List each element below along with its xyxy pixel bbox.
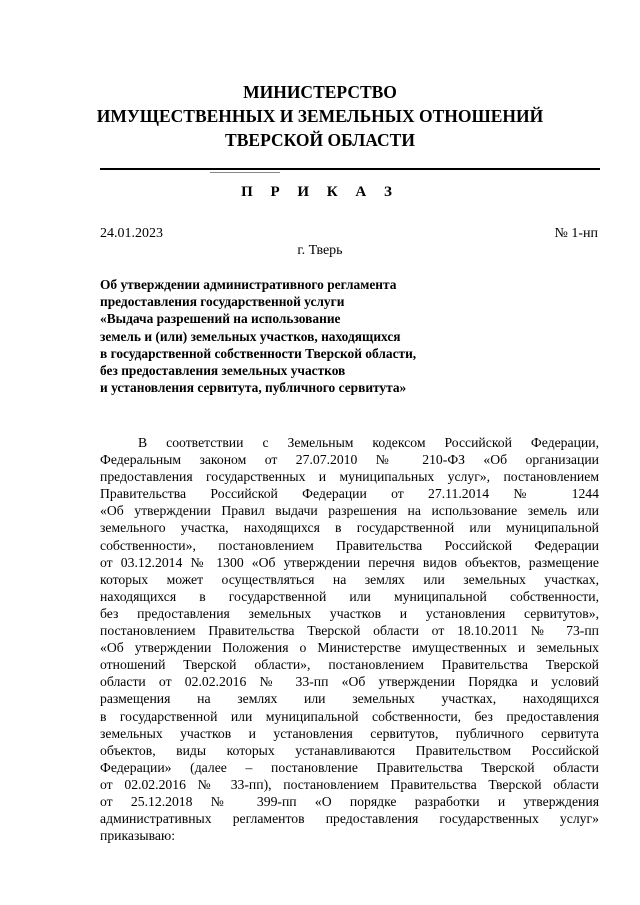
document-date: 24.01.2023 [100, 226, 163, 241]
body-line: приказываю: [100, 828, 176, 844]
body-line: размещения на землях или земельных участках, находящихся [100, 691, 599, 707]
document-body [100, 434, 599, 844]
body-line: объектов, виды которых устанавливаются Правительством Российской [100, 742, 599, 758]
body-line: «Об утверждении Правил выдачи разрешения на использование земель или [100, 503, 599, 519]
body-line: постановлением Правительства Тверской области от 18.10.2011 № 73-пп [100, 623, 599, 639]
ministry-header [0, 80, 640, 152]
body-line: административных регламентов предоставления государственных услуг» [100, 811, 599, 827]
body-line: земельных участков и установления сервитутов, публичного сервитута [100, 725, 599, 741]
body-line: собственности», постановлением Правительства Российской Федерации [100, 537, 599, 553]
document-number: № 1-нп [554, 226, 598, 241]
title-line: в государственной собственности Тверской области, [100, 345, 417, 361]
title-line: «Выдача разрешений на использование [100, 311, 341, 327]
document-city: г. Тверь [297, 243, 343, 258]
title-line: предоставления государственной услуги [100, 294, 345, 310]
title-line: Об утверждении административного регламента [100, 277, 397, 292]
document-title [100, 276, 520, 396]
body-line: в государственной или муниципальной собственности, без предоставления [100, 708, 599, 724]
body-line: которых может осуществляться на землях или земельных участках, [100, 571, 599, 587]
title-line: и установления сервитута, публичного сервитута» [100, 380, 407, 396]
body-line: Федеральным законом от 27.07.2010 № 210-ФЗ «Об организации [100, 452, 599, 468]
body-line: «Об утверждении Положения о Министерстве имущественных и земельных [100, 640, 599, 656]
header-line-3: ТВЕРСКОЙ ОБЛАСТИ [225, 130, 415, 150]
title-line: земель и (или) земельных участков, находящихся [100, 328, 401, 344]
body-line: от 03.12.2014 № 1300 «Об утверждении перечня видов объектов, размещение [100, 554, 599, 570]
body-line: В соответствии с Земельным кодексом Российской Федерации, [138, 435, 599, 450]
header-line-2: ИМУЩЕСТВЕННЫХ И ЗЕМЕЛЬНЫХ ОТНОШЕНИЙ [96, 106, 544, 126]
body-line: Федерации» (далее – постановление Правительства Тверской области [100, 759, 599, 775]
body-line: области от 02.02.2016 № 33-пп «Об утверждении Порядка и условий [100, 674, 599, 690]
document-type: П Р И К А З [241, 184, 399, 200]
body-line: Правительства Российской Федерации от 27.11.2014 № 1244 [100, 486, 599, 502]
body-line: находящихся в государственной или муниципальной собственности, [100, 588, 599, 604]
title-line: без предоставления земельных участков [100, 363, 346, 379]
body-line: земельного участка, находящихся в государственной или муниципальной [100, 520, 599, 536]
header-divider-mark [210, 172, 280, 173]
body-line: от 25.12.2018 № 399-пп «О порядке разработки и утверждения [100, 793, 599, 809]
header-line-1: МИНИСТЕРСТВО [243, 82, 397, 102]
header-divider [100, 168, 600, 170]
body-line: предоставления государственных и муниципальных услуг», постановлением [100, 469, 599, 485]
body-line: отношений Тверской области», постановлением Правительства Тверской [100, 657, 599, 673]
body-line: от 02.02.2016 № 33-пп), постановлением Правительства Тверской области [100, 776, 599, 792]
body-line: без предоставления земельных участков и установления сервитутов», [100, 605, 599, 621]
